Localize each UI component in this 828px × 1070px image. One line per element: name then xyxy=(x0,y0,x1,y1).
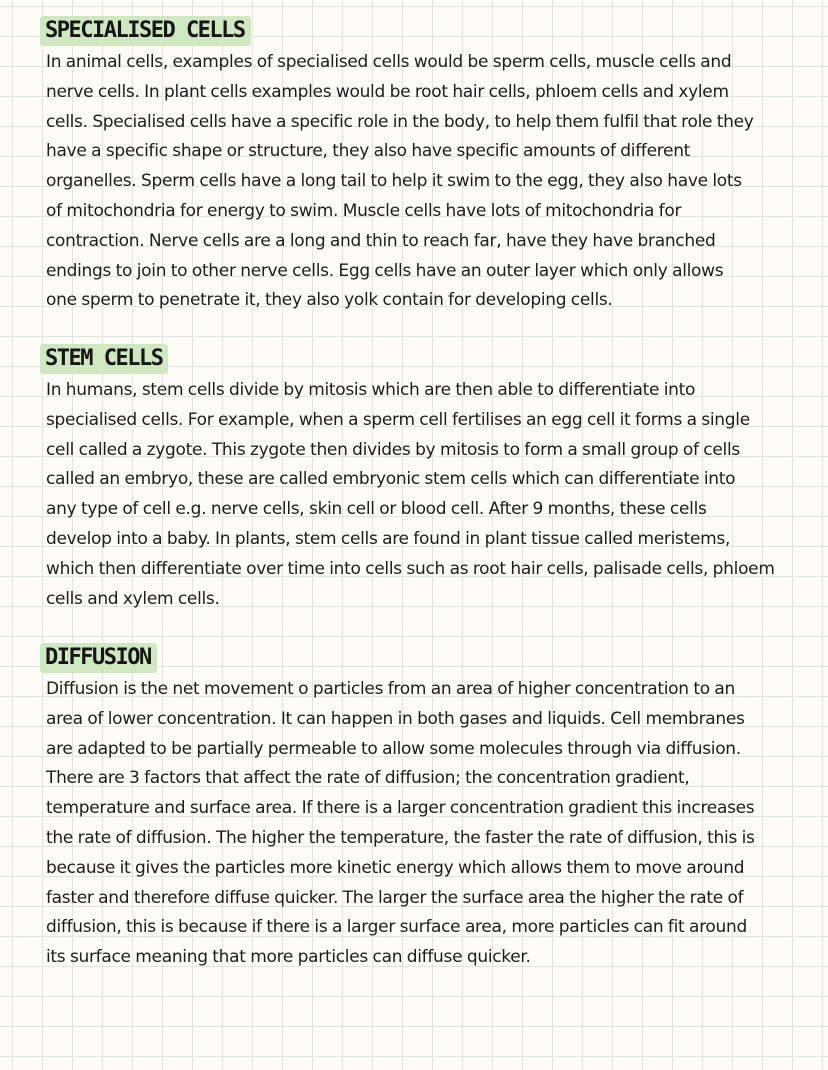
text-line: are adapted to be partially permeable to allow some molecules through via diffusion. xyxy=(46,738,741,759)
text-line: temperature and surface area. If there is a larger concentration gradient this increases xyxy=(46,798,755,819)
text-line: cells and xylem cells. xyxy=(46,588,220,609)
section-heading: STEM CELLS xyxy=(40,344,168,374)
text-line: diffusion, this is because if there is a larger surface area, more particles can fit around xyxy=(46,917,747,938)
section-diffusion xyxy=(40,643,820,973)
text-line: organelles. Sperm cells have a long tail to help it swim to the egg, they also have lots xyxy=(46,171,742,192)
text-line: its surface meaning that more particles can diffuse quicker. xyxy=(46,947,531,968)
text-line: any type of cell e.g. nerve cells, skin cell or blood cell. After 9 months, these cells xyxy=(46,499,707,520)
section-heading: DIFFUSION xyxy=(40,643,157,673)
text-line: area of lower concentration. It can happen in both gases and liquids. Cell membranes xyxy=(46,708,745,729)
text-line: have a specific shape or structure, they also have specific amounts of different xyxy=(46,141,691,162)
text-line: endings to join to other nerve cells. Egg cells have an outer layer which only allows xyxy=(46,260,724,281)
text-line: In humans, stem cells divide by mitosis which are then able to differentiate into xyxy=(46,380,696,400)
text-line: of mitochondria for energy to swim. Muscle cells have lots of mitochondria for xyxy=(46,200,682,221)
text-line: In animal cells, examples of specialised cells would be sperm cells, muscle cells and xyxy=(46,52,732,72)
section-body xyxy=(46,675,820,973)
text-line: specialised cells. For example, when a sperm cell fertilises an egg cell it forms a single xyxy=(46,409,750,430)
text-line: contraction. Nerve cells are a long and thin to reach far, have they have branched xyxy=(46,230,716,251)
text-line: the rate of diffusion. The higher the temperature, the faster the rate of diffusion, this is xyxy=(46,827,755,848)
text-line: There are 3 factors that affect the rate of diffusion; the concentration gradient, xyxy=(46,768,690,789)
section-body xyxy=(46,48,820,316)
section-heading: SPECIALISED CELLS xyxy=(40,16,251,46)
section-body xyxy=(46,376,820,614)
text-line: which then differentiate over time into cells such as root hair cells, palisade cells, phloem xyxy=(46,558,775,579)
text-line: cells. Specialised cells have a specific role in the body, to help them fulfil that role they xyxy=(46,111,754,132)
text-line: called an embryo, these are called embryonic stem cells which can differentiate into xyxy=(46,469,736,490)
section-stem-cells xyxy=(40,344,820,614)
section-specialised-cells xyxy=(40,16,820,316)
text-line: nerve cells. In plant cells examples would be root hair cells, phloem cells and xylem xyxy=(46,81,729,102)
text-line: Diffusion is the net movement o particles from an area of higher concentration to an xyxy=(46,679,736,699)
text-line: one sperm to penetrate it, they also yolk contain for developing cells. xyxy=(46,290,613,311)
text-line: faster and therefore diffuse quicker. The larger the surface area the higher the rate of xyxy=(46,887,744,908)
text-line: because it gives the particles more kinetic energy which allows them to move around xyxy=(46,857,745,878)
text-line: develop into a baby. In plants, stem cells are found in plant tissue called meristems, xyxy=(46,528,731,549)
text-line: cell called a zygote. This zygote then divides by mitosis to form a small group of cells xyxy=(46,439,740,460)
